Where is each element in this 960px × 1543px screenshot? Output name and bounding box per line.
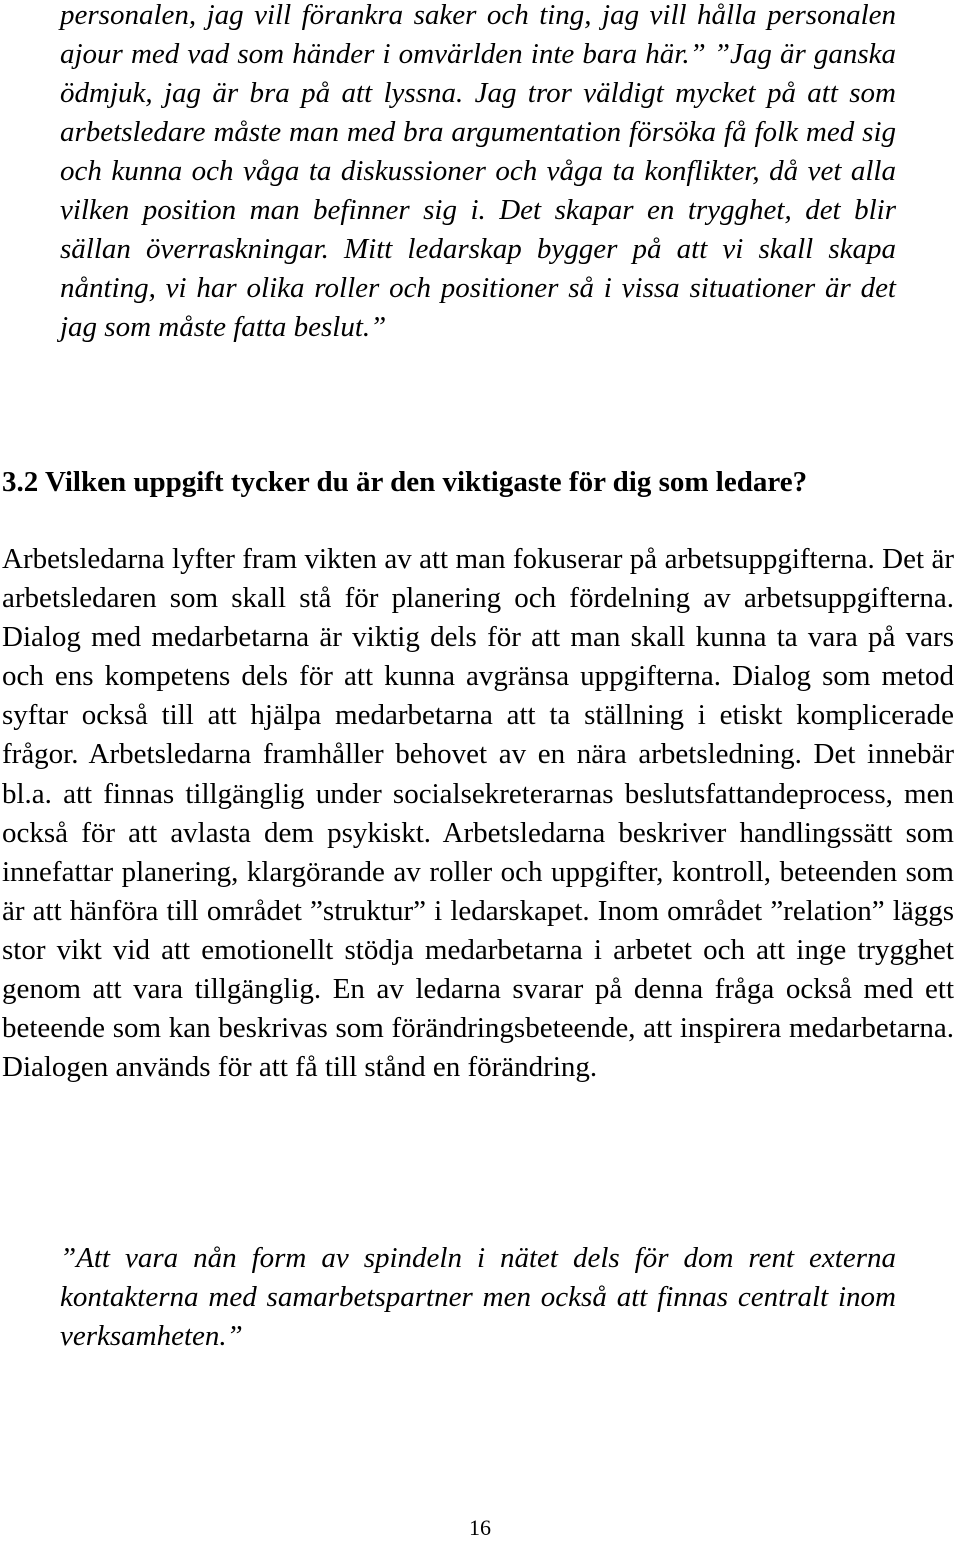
section-heading: 3.2 Vilken uppgift tycker du är den viktigaste för dig som ledare? [2,466,808,498]
body-paragraph: Arbetsledarna lyfter fram vikten av att man fokuserar på arbetsuppgifterna. Det är arbetsledaren som skall stå för planering och fördelning av arbetsuppgifterna. Dialog med medarbetarna är viktig dels för att man skall kunna ta vara på vars och ens kompetens dels för att kunna avgränsa uppgifterna. Dialog som metod syftar också till att hjälpa medarbetarna att ta ställning i etiskt komplicerade frågor. Arbetsledarna framhåller behovet av en nära arbetsledning. Det innebär bl.a. att finnas tillgänglig under socialsekreterarnas beslutsfattandeprocess, men också för att avlasta dem psykiskt. Arbetsledarna beskriver handlingssätt som innefattar planering, klargörande av roller och uppgifter, kontroll, beteenden som är att hänföra till området ”struktur” i ledarskapet. Inom området ”relation” läggs stor vikt vid att emotionellt stödja medarbetarna i arbetet och att inge trygghet genom att vara tillgänglig. En av ledarna svarar på denna fråga också med ett beteende som kan beskrivas som förändringsbeteende, att inspirera medarbetarna. Dialogen används för att få till stånd en förändring. [2,543,954,1084]
page-number: 16 [469,1515,491,1540]
interview-quote-top: personalen, jag vill förankra saker och ting, jag vill hålla personalen ajour med vad som händer i omvärlden inte bara här.” ”Jag är ganska ödmjuk, jag är bra på att lyssna. Jag tror väldigt mycket på att som arbetsledare måste man med bra argumentation försöka få folk med sig och kunna och våga ta diskussioner och våga ta konflikter, då vet alla vilken position man befinner sig i. Det skapar en trygghet, det blir sällan överraskningar. Mitt ledarskap bygger på att vi skall skapa nånting, vi har olika roller och positioner så i vissa situationer är det jag som måste fatta beslut.” [60,0,896,343]
interview-quote-bottom: ”Att vara nån form av spindeln i nätet dels för dom rent externa kontakterna med samarbetspartner men också att finnas centralt inom verksamheten.” [60,1242,896,1352]
